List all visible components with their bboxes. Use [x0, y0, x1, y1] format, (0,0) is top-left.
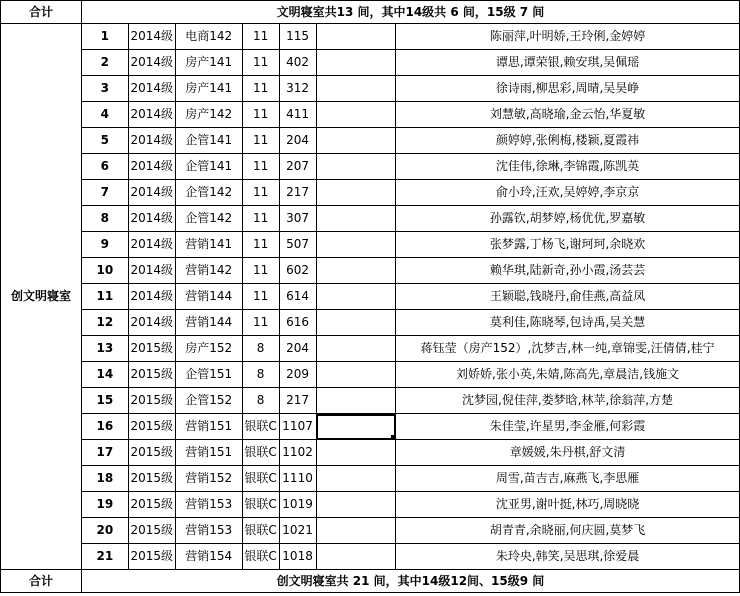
- room-cell[interactable]: 204: [279, 128, 316, 154]
- names-cell[interactable]: 俞小玲,汪欢,吴婷婷,李京京: [396, 180, 740, 206]
- table-row: [1, 544, 740, 570]
- group-label[interactable]: 创文明寝室: [1, 24, 82, 570]
- class-cell[interactable]: 企管152: [175, 388, 242, 414]
- note-cell[interactable]: [316, 466, 396, 492]
- row-number-cell[interactable]: 7: [81, 180, 128, 206]
- room-cell[interactable]: 614: [279, 284, 316, 310]
- class-cell[interactable]: 房产141: [175, 50, 242, 76]
- room-cell[interactable]: 402: [279, 50, 316, 76]
- table-row: [1, 128, 740, 154]
- table-row: [1, 466, 740, 492]
- header-total-label[interactable]: 合计: [1, 1, 82, 24]
- row-number-cell[interactable]: 12: [81, 310, 128, 336]
- note-cell[interactable]: [316, 206, 396, 232]
- grade-cell[interactable]: 2014级: [128, 154, 175, 180]
- grade-cell[interactable]: 2014级: [128, 310, 175, 336]
- names-cell[interactable]: 莫利佳,陈晓琴,包诗禹,吴关慧: [396, 310, 740, 336]
- floor-cell[interactable]: 11: [242, 76, 279, 102]
- grade-cell[interactable]: 2015级: [128, 492, 175, 518]
- names-cell[interactable]: 孙露钦,胡梦婷,杨优优,罗嘉敏: [396, 206, 740, 232]
- row-number-cell[interactable]: 1: [81, 24, 128, 50]
- names-cell[interactable]: 陈丽萍,叶明娇,王玲俐,金婷婷: [396, 24, 740, 50]
- note-cell[interactable]: [316, 284, 396, 310]
- selected-cell[interactable]: [316, 414, 396, 440]
- room-cell[interactable]: 507: [279, 232, 316, 258]
- note-cell[interactable]: [316, 492, 396, 518]
- names-cell[interactable]: 沈佳伟,徐琳,李锦霞,陈凯英: [396, 154, 740, 180]
- class-cell[interactable]: 企管151: [175, 362, 242, 388]
- room-cell[interactable]: 312: [279, 76, 316, 102]
- footer-summary[interactable]: 创文明寝室共 21 间，其中14级12间、15级9 间: [81, 570, 739, 593]
- floor-cell[interactable]: 11: [242, 310, 279, 336]
- names-cell[interactable]: 刘慧敏,高晓瑜,金云怡,华夏敏: [396, 102, 740, 128]
- floor-cell[interactable]: 银联C: [242, 544, 279, 570]
- names-cell[interactable]: 沈梦园,倪佳萍,娄梦晗,林苹,徐翁萍,方楚: [396, 388, 740, 414]
- floor-cell[interactable]: 11: [242, 206, 279, 232]
- table-row: [1, 388, 740, 414]
- grade-cell[interactable]: 2015级: [128, 414, 175, 440]
- row-number-cell[interactable]: 5: [81, 128, 128, 154]
- row-number-cell[interactable]: 6: [81, 154, 128, 180]
- note-cell[interactable]: [316, 258, 396, 284]
- note-cell[interactable]: [316, 154, 396, 180]
- class-cell[interactable]: 营销153: [175, 518, 242, 544]
- table-row: [1, 414, 740, 440]
- room-cell[interactable]: 1018: [279, 544, 316, 570]
- row-number-cell[interactable]: 17: [81, 440, 128, 466]
- room-cell[interactable]: 209: [279, 362, 316, 388]
- table-row: [1, 206, 740, 232]
- note-cell[interactable]: [316, 128, 396, 154]
- floor-cell[interactable]: 银联C: [242, 518, 279, 544]
- names-cell[interactable]: 周雪,苗吉吉,麻燕飞,李思雁: [396, 466, 740, 492]
- footer-total-label[interactable]: 合计: [1, 570, 82, 593]
- class-cell[interactable]: 营销144: [175, 310, 242, 336]
- floor-cell[interactable]: 11: [242, 102, 279, 128]
- note-cell[interactable]: [316, 310, 396, 336]
- room-cell[interactable]: 204: [279, 336, 316, 362]
- class-cell[interactable]: 营销152: [175, 466, 242, 492]
- floor-cell[interactable]: 11: [242, 154, 279, 180]
- floor-cell[interactable]: 银联C: [242, 492, 279, 518]
- floor-cell[interactable]: 银联C: [242, 466, 279, 492]
- floor-cell[interactable]: 11: [242, 128, 279, 154]
- note-cell[interactable]: [316, 76, 396, 102]
- table-row: [1, 24, 740, 50]
- row-number-cell[interactable]: 13: [81, 336, 128, 362]
- note-cell[interactable]: [316, 518, 396, 544]
- row-number-cell[interactable]: 19: [81, 492, 128, 518]
- footer-row: [1, 570, 740, 593]
- grade-cell[interactable]: 2014级: [128, 102, 175, 128]
- row-number-cell[interactable]: 4: [81, 102, 128, 128]
- table-row: [1, 362, 740, 388]
- floor-cell[interactable]: 银联C: [242, 440, 279, 466]
- grade-cell[interactable]: 2014级: [128, 50, 175, 76]
- note-cell[interactable]: [316, 232, 396, 258]
- note-cell[interactable]: [316, 50, 396, 76]
- grade-cell[interactable]: 2015级: [128, 362, 175, 388]
- grade-cell[interactable]: 2014级: [128, 206, 175, 232]
- header-summary[interactable]: 文明寝室共13 间，其中14级共 6 间，15级 7 间: [81, 1, 739, 24]
- room-cell[interactable]: 1019: [279, 492, 316, 518]
- table-row: [1, 154, 740, 180]
- names-cell[interactable]: 王颖聪,钱晓丹,俞佳燕,高益凤: [396, 284, 740, 310]
- room-cell[interactable]: 217: [279, 388, 316, 414]
- header-row: [1, 1, 740, 24]
- class-cell[interactable]: 房产152: [175, 336, 242, 362]
- grade-cell[interactable]: 2014级: [128, 232, 175, 258]
- room-cell[interactable]: 217: [279, 180, 316, 206]
- class-cell[interactable]: 营销141: [175, 232, 242, 258]
- room-cell[interactable]: 115: [279, 24, 316, 50]
- table-row: [1, 258, 740, 284]
- floor-cell[interactable]: 8: [242, 388, 279, 414]
- row-number-cell[interactable]: 20: [81, 518, 128, 544]
- room-cell[interactable]: 1102: [279, 440, 316, 466]
- room-cell[interactable]: 602: [279, 258, 316, 284]
- row-number-cell[interactable]: 15: [81, 388, 128, 414]
- names-cell[interactable]: 朱玲央,韩笑,吴思琪,徐爱晨: [396, 544, 740, 570]
- floor-cell[interactable]: 11: [242, 24, 279, 50]
- table-row: [1, 102, 740, 128]
- names-cell[interactable]: 蒋钰莹（房产152）,沈梦吉,林一纯,章锦雯,汪倩倩,桂宁: [396, 336, 740, 362]
- class-cell[interactable]: 营销151: [175, 440, 242, 466]
- class-cell[interactable]: 电商142: [175, 24, 242, 50]
- row-number-cell[interactable]: 14: [81, 362, 128, 388]
- names-cell[interactable]: 张梦露,丁杨飞,谢珂珂,余晓欢: [396, 232, 740, 258]
- class-cell[interactable]: 营销144: [175, 284, 242, 310]
- floor-cell[interactable]: 11: [242, 258, 279, 284]
- class-cell[interactable]: 企管141: [175, 154, 242, 180]
- room-cell[interactable]: 1110: [279, 466, 316, 492]
- floor-cell[interactable]: 8: [242, 362, 279, 388]
- table-row: [1, 518, 740, 544]
- row-number-cell[interactable]: 9: [81, 232, 128, 258]
- floor-cell[interactable]: 8: [242, 336, 279, 362]
- fill-handle[interactable]: [391, 435, 396, 440]
- grade-cell[interactable]: 2014级: [128, 76, 175, 102]
- room-cell[interactable]: 307: [279, 206, 316, 232]
- room-cell[interactable]: 207: [279, 154, 316, 180]
- row-number-cell[interactable]: 3: [81, 76, 128, 102]
- names-cell[interactable]: 章媛媛,朱丹棋,舒文清: [396, 440, 740, 466]
- floor-cell[interactable]: 银联C: [242, 414, 279, 440]
- class-cell[interactable]: 企管142: [175, 180, 242, 206]
- class-cell[interactable]: 营销153: [175, 492, 242, 518]
- class-cell[interactable]: 营销154: [175, 544, 242, 570]
- table-row: [1, 76, 740, 102]
- grade-cell[interactable]: 2015级: [128, 466, 175, 492]
- table-row: [1, 50, 740, 76]
- grade-cell[interactable]: 2015级: [128, 388, 175, 414]
- class-cell[interactable]: 企管141: [175, 128, 242, 154]
- grade-cell[interactable]: 2015级: [128, 544, 175, 570]
- grade-cell[interactable]: 2015级: [128, 440, 175, 466]
- note-cell[interactable]: [316, 388, 396, 414]
- table-row: [1, 310, 740, 336]
- floor-cell[interactable]: 11: [242, 232, 279, 258]
- grade-cell[interactable]: 2015级: [128, 518, 175, 544]
- table-row: [1, 232, 740, 258]
- note-cell[interactable]: [316, 544, 396, 570]
- note-cell[interactable]: [316, 24, 396, 50]
- class-cell[interactable]: 房产142: [175, 102, 242, 128]
- row-number-cell[interactable]: 18: [81, 466, 128, 492]
- room-cell[interactable]: 411: [279, 102, 316, 128]
- names-cell[interactable]: 朱佳莹,许星男,李金雁,何彩霞: [396, 414, 740, 440]
- row-number-cell[interactable]: 2: [81, 50, 128, 76]
- names-cell[interactable]: 赖华琪,陆新奇,孙小霞,汤芸芸: [396, 258, 740, 284]
- class-cell[interactable]: 营销142: [175, 258, 242, 284]
- room-cell[interactable]: 1021: [279, 518, 316, 544]
- note-cell[interactable]: [316, 362, 396, 388]
- names-cell[interactable]: 刘娇娇,张小英,朱婧,陈高先,章晨洁,钱施文: [396, 362, 740, 388]
- class-cell[interactable]: 房产141: [175, 76, 242, 102]
- row-number-cell[interactable]: 11: [81, 284, 128, 310]
- note-cell[interactable]: [316, 180, 396, 206]
- note-cell[interactable]: [316, 102, 396, 128]
- names-cell[interactable]: 颜婷婷,张俐梅,楼颖,夏霞祎: [396, 128, 740, 154]
- row-number-cell[interactable]: 10: [81, 258, 128, 284]
- table-row: [1, 284, 740, 310]
- note-cell[interactable]: [316, 336, 396, 362]
- grade-cell[interactable]: 2014级: [128, 24, 175, 50]
- table-row: [1, 440, 740, 466]
- table-row: [1, 336, 740, 362]
- class-cell[interactable]: 企管142: [175, 206, 242, 232]
- floor-cell[interactable]: 11: [242, 180, 279, 206]
- note-cell[interactable]: [316, 440, 396, 466]
- room-cell[interactable]: 1107: [279, 414, 316, 440]
- table-row: [1, 492, 740, 518]
- grade-cell[interactable]: 2014级: [128, 258, 175, 284]
- room-cell[interactable]: 616: [279, 310, 316, 336]
- grade-cell[interactable]: 2014级: [128, 128, 175, 154]
- names-cell[interactable]: 沈亚男,谢叶挺,林巧,周晓晓: [396, 492, 740, 518]
- names-cell[interactable]: 胡青青,余晓丽,何庆圆,莫梦飞: [396, 518, 740, 544]
- grade-cell[interactable]: 2014级: [128, 284, 175, 310]
- table-row: [1, 180, 740, 206]
- names-cell[interactable]: 徐诗雨,柳思彩,周晴,吴昊峥: [396, 76, 740, 102]
- grade-cell[interactable]: 2015级: [128, 336, 175, 362]
- row-number-cell[interactable]: 8: [81, 206, 128, 232]
- floor-cell[interactable]: 11: [242, 50, 279, 76]
- grade-cell[interactable]: 2014级: [128, 180, 175, 206]
- names-cell[interactable]: 谭思,谭荣银,赖安琪,吴佩瑶: [396, 50, 740, 76]
- row-number-cell[interactable]: 21: [81, 544, 128, 570]
- class-cell[interactable]: 营销151: [175, 414, 242, 440]
- floor-cell[interactable]: 11: [242, 284, 279, 310]
- row-number-cell[interactable]: 16: [81, 414, 128, 440]
